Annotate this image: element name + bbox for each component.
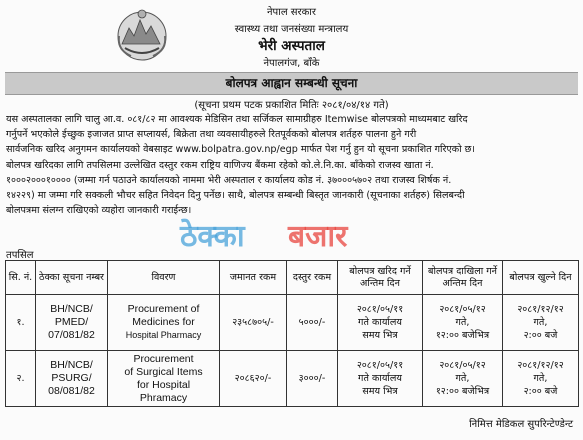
government-name: नेपाल सरकार [267, 7, 316, 18]
row-opening-date [503, 351, 579, 407]
date-line: गते, [455, 317, 470, 328]
body-line: १४२२९) मा जम्मा गरि सक्कली भौचर सहित निवेदन दिनु पर्नेछ। साथै, बोलपत्र सम्बन्धी बिस्तृत जानकारी (सूचनाका शर्तहरु) सिलबन्दी [6, 190, 465, 202]
row-submission-deadline [423, 351, 503, 407]
body-line: बोलपत्रमा संलग्न राखिएको व्यहोरा जानकारी गराईन्छ। [6, 205, 192, 217]
notice-body [6, 112, 578, 218]
desc-line: of Surgical Items [124, 365, 203, 378]
row-description [108, 351, 220, 407]
date-line: २०८१/१२/१२ [517, 304, 564, 315]
code-part: BH/NCB/ [50, 303, 93, 315]
row-notice-number [36, 295, 108, 351]
body-line: सार्वजनिक खरिद अनुगमन कार्यालयको वेबसाइट www.bolpatra.gov.np/egp मार्फत पेश गर्नु हुन यो सूचना प्रकाशित गरिएको छ। [6, 144, 476, 156]
col-header-fee: दस्तुर रकम [287, 261, 338, 295]
desc-line: Medicines for [132, 316, 195, 328]
row-sn: २. [6, 351, 36, 407]
col-header-purchase-deadline: बोलपत्र खरिद गर्ने अन्तिम दिन [338, 261, 423, 295]
desc-line: Procurement of [127, 303, 200, 315]
date-line: २०८१/१२/१२ [517, 360, 564, 371]
date-line: २०८१/०५/११ [356, 360, 404, 371]
schedule-label: तपसिल [6, 250, 34, 261]
code-part: PMED/ [54, 316, 89, 328]
col-header-submission-deadline: बोलपत्र दाखिला गर्ने अन्तिम दिन [423, 261, 503, 295]
desc-line: Procurement [133, 352, 194, 365]
date-line: २०८१/०५/१२ [439, 304, 486, 315]
hospital-location: नेपालगंज, बाँके [263, 58, 320, 69]
col-header-bid-bond: जमानत रकम [220, 261, 287, 295]
date-line: गते, [455, 373, 470, 384]
date-line: गते, [533, 317, 548, 328]
desc-line: Phramacy [139, 391, 188, 404]
desc-line: for Hospital [136, 378, 191, 391]
hospital-name: भेरी अस्पताल [258, 38, 325, 54]
table-header-row [6, 261, 579, 295]
row-purchase-deadline [338, 351, 423, 407]
row-description [108, 295, 220, 351]
code-part: PSURG/ [51, 372, 92, 384]
date-line: २:०० बजे [523, 330, 558, 341]
date-line: समय भित्र [362, 386, 398, 397]
row-fee: ५०००/- [287, 295, 338, 351]
body-line: बोलपत्र खरिदका लागि तपसिलमा उल्लेखित दस्तुर रकम राष्ट्रिय वाणिज्य बैंकमा रहेको को.ले.नि.का. बाँकेको राजस्व खाता नं. [6, 159, 434, 171]
col-header-sn: सि. नं. [6, 261, 36, 295]
date-line: समय भित्र [362, 330, 398, 341]
date-line: १२:०० बजेभित्र [435, 386, 490, 397]
body-line: १०००२०००१०००० (जम्मा गर्न पठाउने कार्यालयको नाममा भेरी अस्पताल र कार्यालय कोड नं. ३७०००५७०२ तथा राजस्व शिर्षक नं. [6, 174, 452, 186]
col-header-description: विवरण [108, 261, 220, 295]
table-row [6, 351, 579, 407]
row-opening-date [503, 295, 579, 351]
row-purchase-deadline [338, 295, 423, 351]
code-part: 07/081/82 [48, 329, 95, 341]
desc-line: Hospital Pharmacy [125, 330, 202, 340]
table-row [6, 295, 579, 351]
thekka-bazar-watermark [176, 214, 410, 254]
row-submission-deadline [423, 295, 503, 351]
date-line: २०८१/०५/१२ [439, 360, 486, 371]
col-header-notice-number: ठेक्का सूचना नम्बर [36, 261, 108, 295]
body-line: यस अस्पतालका लागि चालु आ.व. ०८१/८२ मा आवश्यक मेडिसिन तथा सर्जिकल सामाग्रीहरु Itemwise बोलपत्रको माध्यमबाट खरिद [6, 114, 468, 125]
notice-title: बोलपत्र आह्वान सम्बन्धी सूचना [5, 72, 578, 95]
signoff: निमित्त मेडिकल सुपरिन्टेण्डेन्ट [469, 419, 573, 430]
row-bid-bond: २३५८७०५/- [220, 295, 287, 351]
date-line: गते कार्यालय [358, 373, 402, 384]
watermark-right: बजार [288, 219, 348, 254]
date-line: गते कार्यालय [358, 317, 402, 328]
date-line: गते, [533, 373, 548, 384]
code-part: BH/NCB/ [50, 359, 93, 371]
code-part: 08/081/82 [48, 385, 95, 397]
body-line: गर्नुपर्ने भएकोले ईच्छुक इजाजत प्राप्त सप्लायर्स, बिक्रेता तथा व्यवसायीहरुले रितपूर्वकको बोलपत्र शर्तहरु पालना हुने गरी [6, 129, 417, 141]
col-header-opening-date: बोलपत्र खुल्ने दिन [503, 261, 579, 295]
tender-table [5, 260, 579, 407]
date-line: २:०० बजे [523, 386, 558, 397]
ministry-name: स्वास्थ्य तथा जनसंख्या मन्त्रालय [234, 24, 349, 35]
row-sn: १. [6, 295, 36, 351]
date-line: १२:०० बजेभित्र [435, 330, 490, 341]
date-line: २०८१/०५/११ [356, 304, 404, 315]
publication-date: (सूचना प्रथम पटक प्रकाशित मितिः २०८१/०४/१४ गते) [194, 100, 389, 111]
watermark-left: ठेक्का [180, 219, 245, 254]
row-fee: ३०००/- [287, 351, 338, 407]
row-notice-number [36, 351, 108, 407]
row-bid-bond: २०८६२०/- [220, 351, 287, 407]
